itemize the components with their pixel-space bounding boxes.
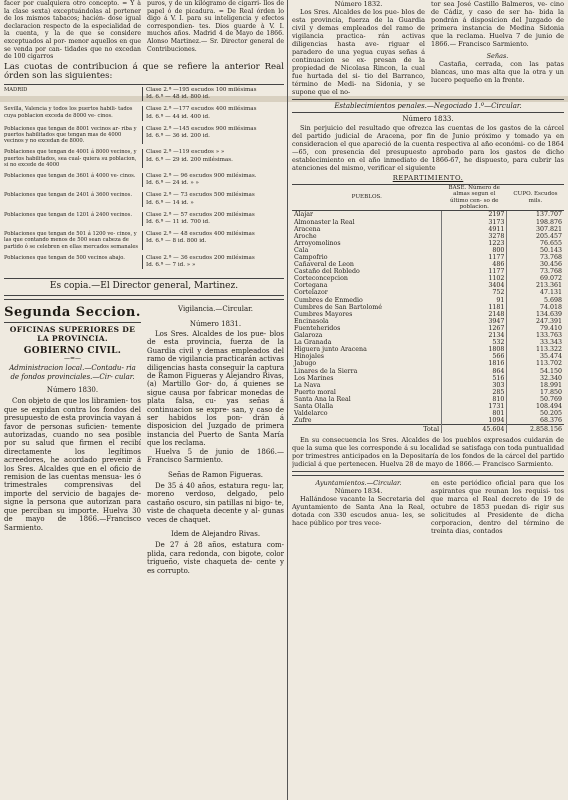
- col-header-cupo: CUPO. Escudos mils.: [507, 184, 564, 211]
- rate-class-6: Id. 6.ª — 8 id. 800 id.: [146, 238, 207, 245]
- town-base: 3278: [442, 233, 507, 240]
- rate-label: Poblaciones que tengan de 1201 á 2400 vecinos.: [4, 212, 143, 226]
- rate-class-6: Id. 6.ª — 29 id. 200 milésimas.: [146, 156, 233, 163]
- town-cupo: 50.205: [507, 410, 564, 417]
- table-row: [292, 289, 564, 296]
- town-cupo: 5.698: [507, 297, 564, 304]
- total-label: Total: [292, 425, 442, 434]
- town-base: 801: [442, 410, 507, 417]
- town-cupo: 30.456: [507, 261, 564, 268]
- town-cupo: 108.494: [507, 403, 564, 410]
- table-row: [292, 346, 564, 353]
- town-base: 800: [442, 247, 507, 254]
- town-cupo: 35.474: [507, 353, 564, 360]
- divider: [4, 278, 284, 279]
- rate-label: MADRID: [4, 87, 143, 101]
- rate-label: Poblaciones que tengan de 3601 á 4000 ve- cinos.: [4, 173, 143, 187]
- rate-values: [143, 87, 284, 101]
- town-name: Campofrio: [294, 254, 328, 261]
- rate-label: Poblaciones que tengan de 500 vecinos abajo.: [4, 255, 143, 269]
- town-name: Cortegana: [294, 282, 328, 290]
- rate-values: [143, 231, 284, 250]
- town-cupo: 137.707: [507, 211, 564, 219]
- col-header-base: BASE. Número de almas segun el último cen- so de poblacion.: [442, 184, 507, 211]
- town-name: Cala: [294, 246, 309, 254]
- table-row: [292, 332, 564, 339]
- ayunt-heading: Ayuntamientos.—Circular.: [315, 479, 402, 488]
- town-cupo: 113.702: [507, 360, 564, 367]
- town-cupo: 213.361: [507, 282, 564, 289]
- towns-table: [292, 184, 564, 434]
- paragraph: Los Sres. Alcaldes de los pue- blos de esta provincia, fuerza de la Guardia civil y demas empleados del ramo de vigilancia practicarán activas diligencias hasta conseguir la captura de Ramon Figueras y Alejandro Rivas, (a) Martillo Gor- do, á quienes se sigue causa por fabricar monedas de plata falsa, cu- yas señas á continuacion se expre- san, y caso de ser habidos los pon- drán á disposicion del Juzgado de primera instancia del Puerto de Santa María que los reclama.: [147, 330, 284, 448]
- town-cupo: 113.322: [507, 346, 564, 353]
- double-rule: [4, 295, 284, 300]
- rate-class-6: Id. 6.ª — 48 id. 800 id.: [146, 94, 210, 101]
- table-row: [292, 339, 564, 346]
- town-base: 3173: [442, 219, 507, 226]
- spacer: [4, 269, 284, 274]
- paragraph: Castaña, cerrada, con las patas blancas, uno mas alta que la otra y un lucero pequeño en la frente.: [431, 60, 564, 84]
- ornament: —=—: [63, 355, 82, 363]
- town-base: 3404: [442, 282, 507, 289]
- col-header-pueblos: PUEBLOS.: [292, 184, 442, 211]
- rate-values: [143, 255, 284, 269]
- rate-row: [4, 231, 284, 250]
- town-cupo: 76.655: [507, 240, 564, 247]
- top-right-block: [292, 0, 564, 96]
- table-row: [292, 247, 564, 254]
- town-cupo: 74.018: [507, 304, 564, 311]
- table-row: [292, 261, 564, 268]
- rate-row: [4, 212, 284, 226]
- table-row: [292, 233, 564, 240]
- town-cupo: 47.131: [507, 289, 564, 296]
- paragraph: Sin perjuicio del resultado que ofrezca las cuentas de los gastos de la cárcel del partido judicial de Aracena, por fin de Junio próximo y tomado ya en consideracion el que apareció de la cuenta respectiva al año económi- co de 1864—65, con presencia del presupuesto aprobado para los gastos de dicho establecimiento en el año inmediato de 1866-67, he dispuesto, para cubrir las atenciones del mismo, verificar el siguiente: [292, 123, 564, 172]
- estab-heading: Establecimientos penales.—Negociado 1.º—Circular.: [334, 102, 522, 110]
- town-cupo: 50.143: [507, 247, 564, 254]
- town-name: Zufre: [294, 417, 312, 425]
- rate-row: [4, 149, 284, 168]
- town-cupo: 54.150: [507, 368, 564, 375]
- table-row: [292, 353, 564, 360]
- town-name: Corteconcepcion: [294, 275, 348, 283]
- town-base: 1731: [442, 403, 507, 410]
- oficinas-heading: OFICINAS SUPERIORES DE LA PROVINCIA.: [9, 325, 136, 344]
- table-row: [292, 275, 564, 282]
- town-name: Cañaveral de Leon: [294, 261, 354, 269]
- table-row: [292, 318, 564, 325]
- paragraph: De 27 á 28 años, estatura com- plida, cara redonda, con bigote, color trigueño, viste chaqueta de- cente y es corrupto.: [147, 541, 284, 575]
- town-base: 3947: [442, 318, 507, 325]
- rate-class-6: Id. 6.ª — 11 id. 700 id.: [146, 218, 210, 225]
- rate-label: Poblaciones que tengan de 8001 vecinos ar- riba y puertos habilitados que tengan mas de 4000 vecinos y no excedan de 8000.: [4, 126, 143, 145]
- table-row: [292, 396, 564, 403]
- paragraph: Con objeto de que los libramien- tos que se expidan contra los fondos del presupuesto de esta provincia vayan á favor de personas suficien- temente autorizadas, cuando no sea posible por su salud que firmen el recibí directamente los legítimos acreedores, he acordado prevenir á los Sres. Alcaldes que en el oficio de remision de las cuentas mensua- les ó trimestrales comprensivas del importe del servicio de bagajes de- signe la persona que autorizan para que perciban su importe. Huelva 30 de mayo de 1866.—Francisco Sarmiento.: [4, 397, 141, 532]
- rate-values: [143, 192, 284, 206]
- town-base: 1177: [442, 268, 507, 275]
- town-base: 1094: [442, 417, 507, 425]
- rate-values: [143, 126, 284, 145]
- table-row: [292, 368, 564, 375]
- cuotas-intro: Las cuotas de contribucion á que se refiere la anterior Real órden son las siguientes:: [4, 61, 284, 82]
- town-cupo: 79.410: [507, 325, 564, 332]
- table-row: [292, 382, 564, 389]
- town-name: Los Marines: [294, 374, 334, 382]
- town-cupo: 73.768: [507, 268, 564, 275]
- rate-label: Sevilla, Valencia y todos los puertos habili- tados cuya poblacion exceda de 8000 ve- cinos.: [4, 106, 143, 120]
- table-row: [292, 389, 564, 396]
- reparto-heading: REPARTIMIENTO.: [392, 173, 464, 182]
- rate-label: Poblaciones que tengan de 2401 á 3600 vecinos.: [4, 192, 143, 206]
- town-base: 1223: [442, 240, 507, 247]
- town-name: Higuera junto Aracena: [294, 346, 367, 354]
- paragraph: en este periódico oficial para que los aspirantes que reunan los requisi- tos que marca el Real decreto de 19 de octubre de 1853 puedan di- rigir sus solicitudes al Presidente de dicha corporacion, dentro del término de treinta dias, contados: [431, 479, 564, 536]
- rate-row: [4, 255, 284, 269]
- town-base: 1808: [442, 346, 507, 353]
- town-cupo: 133.763: [507, 332, 564, 339]
- town-name: La Granada: [294, 339, 332, 347]
- rate-class-2: Clase 2.ª —119 escudos » »: [146, 149, 225, 156]
- rate-class-2: Clase 2.ª — 48 escudos 400 milésimas: [146, 231, 255, 238]
- rate-values: [143, 106, 284, 120]
- table-row: [292, 403, 564, 410]
- senas-heading: Señas de Ramon Figueras.: [167, 470, 264, 479]
- town-cupo: 50.769: [507, 396, 564, 403]
- paragraph: facer por cualquiera otro concepto. = Y à la clase sexta) exceptuándolas al portener de los mismos tabacos; hacién- dose igual declaracion respecto de la especialidad de la cuenta, y la de que se considere exceptuados al por- menor aquellos en que se venda por can- tidades que no excedan de 100 cigarros: [4, 0, 141, 61]
- paragraph: Los Sres. Alcaldes de los pue- blos de esta provincia, fuerza de la Guardia civil y demas empleados del ramo de vigilancia practica- rán activas diligencias hasta ave- riguar el paradero de una yegua cuyas señas á continuacion se ex- presan de la propiedad de Nicolasa Rincon, la cual fue hurtada del si- tio del Barranco, término de Medi- na Sidonia, y se supone que el no-: [292, 8, 425, 96]
- town-name: Santa Olalla: [294, 402, 334, 410]
- town-base: 303: [442, 382, 507, 389]
- rate-row: [4, 87, 284, 101]
- town-cupo: 198.876: [507, 219, 564, 226]
- town-cupo: 247.391: [507, 318, 564, 325]
- town-name: Galaroza: [294, 332, 323, 340]
- rate-values: [143, 149, 284, 168]
- table-row: [292, 268, 564, 275]
- rate-class-2: Clase 2.ª — 57 escudos 200 milésimas: [146, 211, 255, 218]
- town-name: Cumbres Mayores: [294, 310, 353, 318]
- rate-class-6: Id. 6.ª — 24 id. » »: [146, 180, 199, 187]
- number-heading: Número 1832.: [334, 0, 383, 8]
- senas-heading: Idem de Alejandro Rivas.: [170, 529, 261, 538]
- table-row: [292, 325, 564, 332]
- number-heading: Número 1833.: [402, 115, 454, 124]
- number-heading: Número 1831.: [189, 319, 242, 328]
- town-name: Aroche: [294, 232, 317, 240]
- town-name: Santa Ana la Real: [294, 395, 351, 403]
- town-cupo: 307.821: [507, 226, 564, 233]
- rate-class-2: Clase 2.ª — 73 escudos 500 milésimas: [146, 192, 255, 199]
- rate-class-6: Id. 6.ª — 44 id. 400 id.: [146, 113, 210, 120]
- rate-row: [4, 173, 284, 187]
- town-base: 566: [442, 353, 507, 360]
- town-base: 486: [442, 261, 507, 268]
- town-cupo: 73.768: [507, 254, 564, 261]
- copia-line: Es copia.—El Director general, Martinez.: [49, 281, 239, 292]
- paragraph: En su consecuencia los Sres. Alcaldes de los pueblos expresados cuidarán de que la suma que les corresponde á su localidad se satisfaga con toda puntualidad por trimestres anticipados en la Depositaría de los fondos de la cárcel del partido judicial á que pertenecen. Huelva 28 de mayo de 1866.— Francisco Sarmiento.: [292, 436, 564, 469]
- rate-class-2: Clase 2.ª — 96 escudos 900 milésimas.: [146, 172, 257, 179]
- rate-values: [143, 212, 284, 226]
- divider: [4, 84, 284, 85]
- rate-class-6: Id. 6.ª — 14 id. »: [146, 199, 194, 206]
- admin-heading: Administracion local.—Contadu- ria de fondos provinciales.—Cir- cular.: [9, 364, 136, 381]
- signature: Huelva 5 de junio de 1866.— Francisco Sarmiento.: [147, 447, 284, 465]
- table-row: [292, 254, 564, 261]
- rate-class-2: Clase 2.ª —195 escudos 100 milésimas: [146, 86, 257, 93]
- right-column: [292, 0, 564, 800]
- vigilancia-heading: Vigilancia.—Circular.: [178, 305, 253, 314]
- town-cupo: 134.639: [507, 311, 564, 318]
- town-name: Arroyomolinos: [294, 239, 341, 247]
- town-base: 2197: [442, 211, 507, 219]
- paragraph: Hallándose vacante la Secretaria del Ayuntamiento de Santa Ana la Real, dotada con 330 escudos anua- les, se hace público por tres vece-: [292, 495, 425, 528]
- town-name: Cumbres de San Bartolomé: [294, 303, 382, 311]
- town-name: Hinojales: [294, 353, 325, 361]
- number-heading: Número 1830.: [46, 386, 99, 395]
- rate-row: [4, 192, 284, 206]
- section-title: Segunda Seccion.: [4, 305, 141, 321]
- total-cupo: 2.858.156: [507, 425, 564, 434]
- town-base: 1267: [442, 325, 507, 332]
- town-name: Almonaster la Real: [294, 218, 355, 226]
- town-base: 864: [442, 368, 507, 375]
- gobierno-heading: GOBIERNO CIVIL.: [23, 346, 122, 357]
- town-base: 285: [442, 389, 507, 396]
- town-base: 1102: [442, 275, 507, 282]
- town-base: 2148: [442, 311, 507, 318]
- double-rule: [292, 471, 564, 476]
- divider: [292, 99, 564, 100]
- town-base: 532: [442, 339, 507, 346]
- town-name: Jabugo: [294, 360, 317, 368]
- table-row: [292, 410, 564, 417]
- rate-class-2: Clase 2.ª —177 escudos 400 milésimas: [146, 106, 257, 113]
- town-name: Cumbres de Enmedio: [294, 296, 363, 304]
- number-heading: Número 1834.: [334, 487, 383, 496]
- town-base: 1816: [442, 360, 507, 367]
- senas-heading: Señas.: [486, 52, 509, 60]
- town-name: Fuenteheridos: [294, 324, 341, 332]
- town-name: Aracena: [294, 225, 321, 233]
- town-base: 2134: [442, 332, 507, 339]
- paragraph: tor sea José Castillo Balmeros, ve- cino de Cádiz, y caso de ser ha- bida la pondrán á disposicion del Juzgado de primera instancia de Medina Sidonia que la reclama. Huelva 7 de junio de 1866.— Francisco Sarmiento.: [431, 0, 564, 48]
- rate-label: Poblaciones que tengan de 4001 á 8000 vecinos, y puertos habilitados, sea cual- quiera su poblacion, si no excede de 4000: [4, 149, 143, 168]
- town-name: La Nava: [294, 381, 321, 389]
- table-row: [292, 360, 564, 367]
- divider: [292, 112, 564, 113]
- column-divider: [287, 0, 288, 800]
- town-name: Cortelazor: [294, 289, 328, 297]
- table-row: [292, 240, 564, 247]
- table-row: [292, 226, 564, 233]
- town-cupo: 205.457: [507, 233, 564, 240]
- table-row: [292, 311, 564, 318]
- town-cupo: 18.991: [507, 382, 564, 389]
- town-cupo: 68.376: [507, 417, 564, 425]
- top-text-block: [4, 0, 284, 61]
- second-section: [4, 303, 284, 575]
- town-name: Encinasola: [294, 317, 329, 325]
- rate-row: [4, 126, 284, 145]
- table-row: [292, 304, 564, 311]
- town-name: Castaño del Robledo: [294, 268, 360, 276]
- table-row: [292, 375, 564, 382]
- town-name: Linares de la Sierra: [294, 367, 358, 375]
- town-name: Alajar: [294, 211, 314, 219]
- paragraph: De 35 á 40 años, estatura regu- lar, moreno verdoso, delgado, pelo castaño oscuro, sin patillas ni bigo- te, viste de chaqueta decente y al- gunas veces de chaquet.: [147, 481, 284, 524]
- town-cupo: 32.340: [507, 375, 564, 382]
- rate-class-2: Clase 2.ª — 36 escudos 200 milésimas: [146, 254, 255, 261]
- town-base: 810: [442, 396, 507, 403]
- town-base: 4911: [442, 226, 507, 233]
- paragraph: puros, y de un kilógramo de cigarri- llos de papel ó de picadura. = De Real órden lo digo á V. I. para su inteligencia y efectos correspondien- tes. Dios guarde à V. I. muchos años. Madrid 4 de Mayo de 1866. Alonso Martinez.— Sr. Director general de Contribuciones.: [147, 0, 284, 53]
- table-row: [292, 282, 564, 289]
- left-column: [4, 0, 284, 800]
- table-row: [292, 211, 564, 219]
- rates-table: [4, 87, 284, 274]
- town-name: Valdelarco: [294, 410, 328, 418]
- town-base: 91: [442, 297, 507, 304]
- town-base: 1177: [442, 254, 507, 261]
- rate-class-6: Id. 6.ª — 36 id. 200 id.: [146, 132, 210, 139]
- town-cupo: 69.072: [507, 275, 564, 282]
- town-cupo: 17.850: [507, 389, 564, 396]
- town-cupo: 33.343: [507, 339, 564, 346]
- town-base: 516: [442, 375, 507, 382]
- table-row: [292, 219, 564, 226]
- total-base: 45.604: [442, 425, 507, 434]
- rate-label: Poblaciones que tengan de 501 á 1200 ve- cinos, y las que contando menos de 500 sean cabeza de partido ó se celebren en ellas mercados semanales: [4, 231, 143, 250]
- rate-class-6: Id. 6.ª — 7 id. » »: [146, 262, 196, 268]
- divider: [4, 322, 141, 323]
- table-row: [292, 417, 564, 425]
- town-base: 1181: [442, 304, 507, 311]
- town-name: Puerto moral: [294, 388, 336, 396]
- bottom-right-block: [292, 479, 564, 535]
- rate-values: [143, 173, 284, 187]
- rate-class-2: Clase 2.ª —145 escudos 900 milésimas: [146, 125, 257, 132]
- town-base: 752: [442, 289, 507, 296]
- table-row: [292, 297, 564, 304]
- rate-row: [4, 106, 284, 120]
